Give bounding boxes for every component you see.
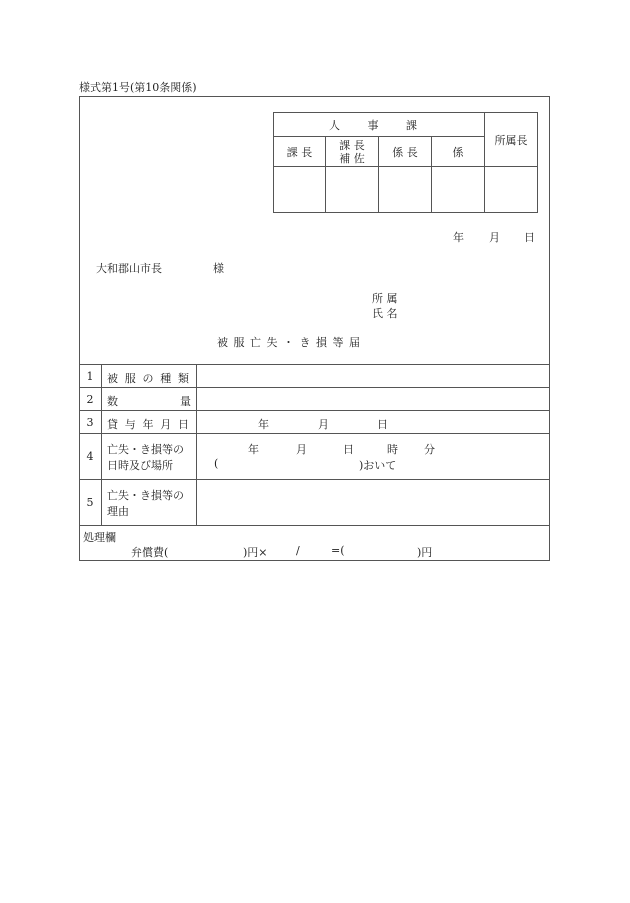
quantity-label-end: 量 (180, 395, 191, 408)
yen-end-label: )円 (417, 546, 433, 559)
stamp-cell-section-chief[interactable] (274, 167, 326, 213)
place-suffix: )おいて (359, 459, 397, 472)
stamp-cell-deputy-chief[interactable] (326, 167, 379, 213)
loss-reason-label-line1: 亡失・き損等の (107, 489, 184, 502)
staff-header: 係 (432, 137, 485, 167)
compensation-label: 弁償費( (131, 546, 169, 559)
row-number: 5 (86, 496, 94, 509)
loss-datetime-label-line2: 日時及び場所 (107, 459, 173, 472)
clothing-type-label: 被 服 の 種 類 (107, 372, 189, 385)
slash-label: / (296, 544, 300, 557)
name-label: 氏 名 (372, 307, 398, 320)
loss-reason-label-line2: 理由 (107, 505, 129, 518)
form-number-label: 様式第1号(第10条関係) (79, 81, 197, 94)
date-month-label: 月 (489, 231, 500, 244)
stamp-cell-staff[interactable] (432, 167, 485, 213)
row-number: 2 (86, 393, 94, 406)
addressee-honorific: 様 (213, 262, 224, 275)
row-number: 1 (86, 370, 94, 383)
loss-month-label: 月 (296, 443, 307, 456)
date-day-label: 日 (524, 231, 535, 244)
department-head-header: 所属長 (485, 113, 538, 167)
deputy-chief-header: 課 長 補 佐 (326, 137, 379, 167)
equals-label: =( (331, 544, 345, 557)
row-number: 4 (86, 450, 94, 463)
row-divider (79, 433, 550, 434)
loss-day-label: 日 (343, 443, 354, 456)
loan-day-label: 日 (377, 418, 388, 431)
number-column-divider (101, 364, 102, 525)
loss-minute-label: 分 (424, 443, 435, 456)
approval-stamp-table (273, 112, 538, 213)
loan-date-label: 貸 与 年 月 日 (107, 418, 189, 431)
stamp-cell-subsection-chief[interactable] (379, 167, 432, 213)
processing-label: 処理欄 (83, 531, 116, 544)
loss-reason-field[interactable] (197, 480, 549, 525)
quantity-label-start: 数 (107, 395, 118, 408)
personnel-section-header: 人 事 課 (274, 113, 485, 137)
place-open-paren: ( (214, 457, 219, 470)
clothing-type-field[interactable] (197, 365, 549, 387)
loss-year-label: 年 (248, 443, 259, 456)
row-number: 3 (86, 416, 94, 429)
row-divider (79, 410, 550, 411)
yen-times-label: )円× (243, 546, 268, 559)
subsection-chief-header: 係 長 (379, 137, 432, 167)
stamp-cell-department-head[interactable] (485, 167, 538, 213)
quantity-field[interactable] (197, 388, 549, 410)
loan-month-label: 月 (318, 418, 329, 431)
loss-datetime-label-line1: 亡失・き損等の (107, 443, 184, 456)
section-chief-header: 課 長 (274, 137, 326, 167)
loss-hour-label: 時 (387, 443, 398, 456)
row-divider (79, 525, 550, 526)
date-year-label: 年 (453, 231, 464, 244)
affiliation-label: 所 属 (372, 292, 398, 305)
form-title: 被 服 亡 失 ・ き 損 等 届 (217, 336, 360, 349)
loan-year-label: 年 (258, 418, 269, 431)
addressee-name: 大和郡山市長 (96, 262, 162, 275)
